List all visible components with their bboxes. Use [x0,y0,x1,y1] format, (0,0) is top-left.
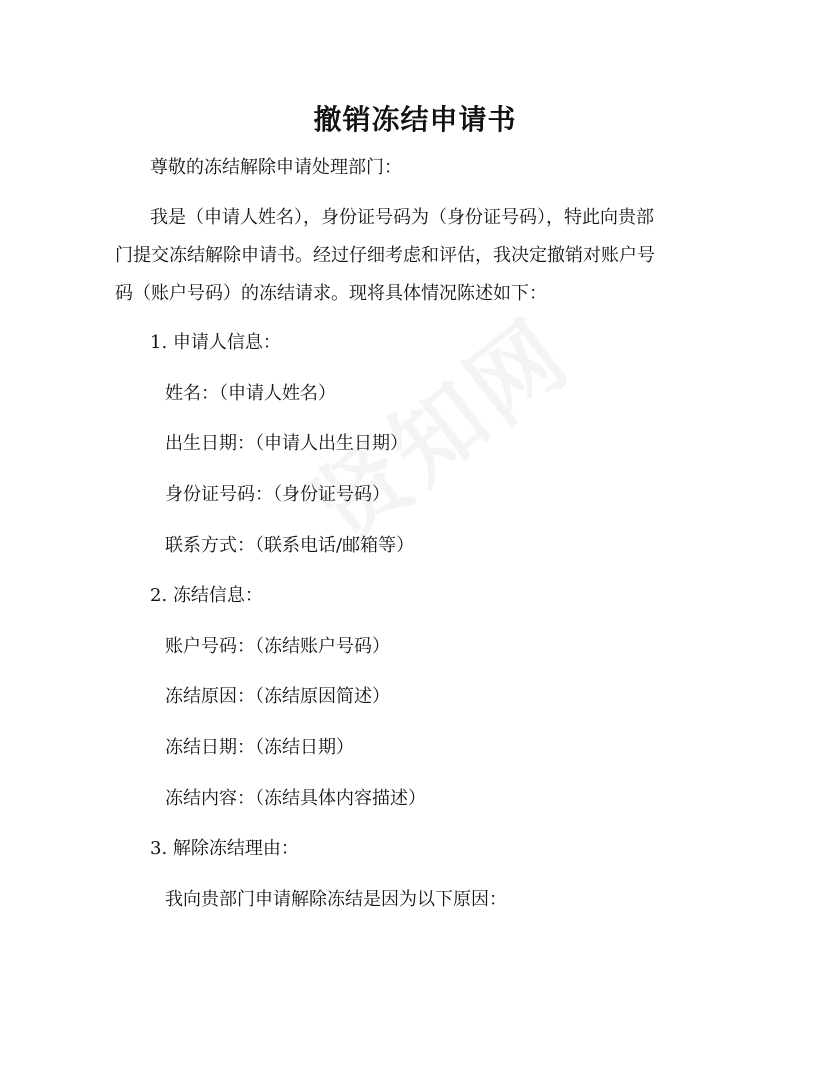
watermark-text [281,283,594,568]
document-title: 撤销冻结申请书 [313,103,517,136]
applicant-id-item: 身份证号码：（身份证号码） [165,484,390,505]
intro-line-2: 门提交冻结解除申请书。经过仔细考虑和评估，我决定撤销对账户号 [115,245,655,266]
applicant-contact-item: 联系方式：（联系电话/邮箱等） [165,535,415,556]
reason-intro-item: 我向贵部门申请解除冻结是因为以下原因： [165,889,507,910]
section-heading-reason: 3. 解除冻结理由： [150,838,299,859]
salutation: 尊敬的冻结解除申请处理部门： [150,157,402,178]
freeze-content-item: 冻结内容：（冻结具体内容描述） [165,788,426,809]
freeze-account-item: 账户号码：（冻结账户号码） [165,636,390,657]
freeze-reason-item: 冻结原因：（冻结原因简述） [165,686,390,707]
applicant-birthdate-item: 出生日期：（申请人出生日期） [165,433,408,454]
freeze-date-item: 冻结日期：（冻结日期） [165,737,354,758]
intro-line-3: 码（账户号码）的冻结请求。现将具体情况陈述如下： [115,283,547,304]
section-heading-applicant: 1. 申请人信息： [150,332,281,353]
intro-line-1: 我是（申请人姓名），身份证号码为（身份证号码），特此向贵部 [150,207,654,228]
applicant-name-item: 姓名：（申请人姓名） [165,383,336,404]
section-heading-freeze: 2. 冻结信息： [150,585,263,606]
